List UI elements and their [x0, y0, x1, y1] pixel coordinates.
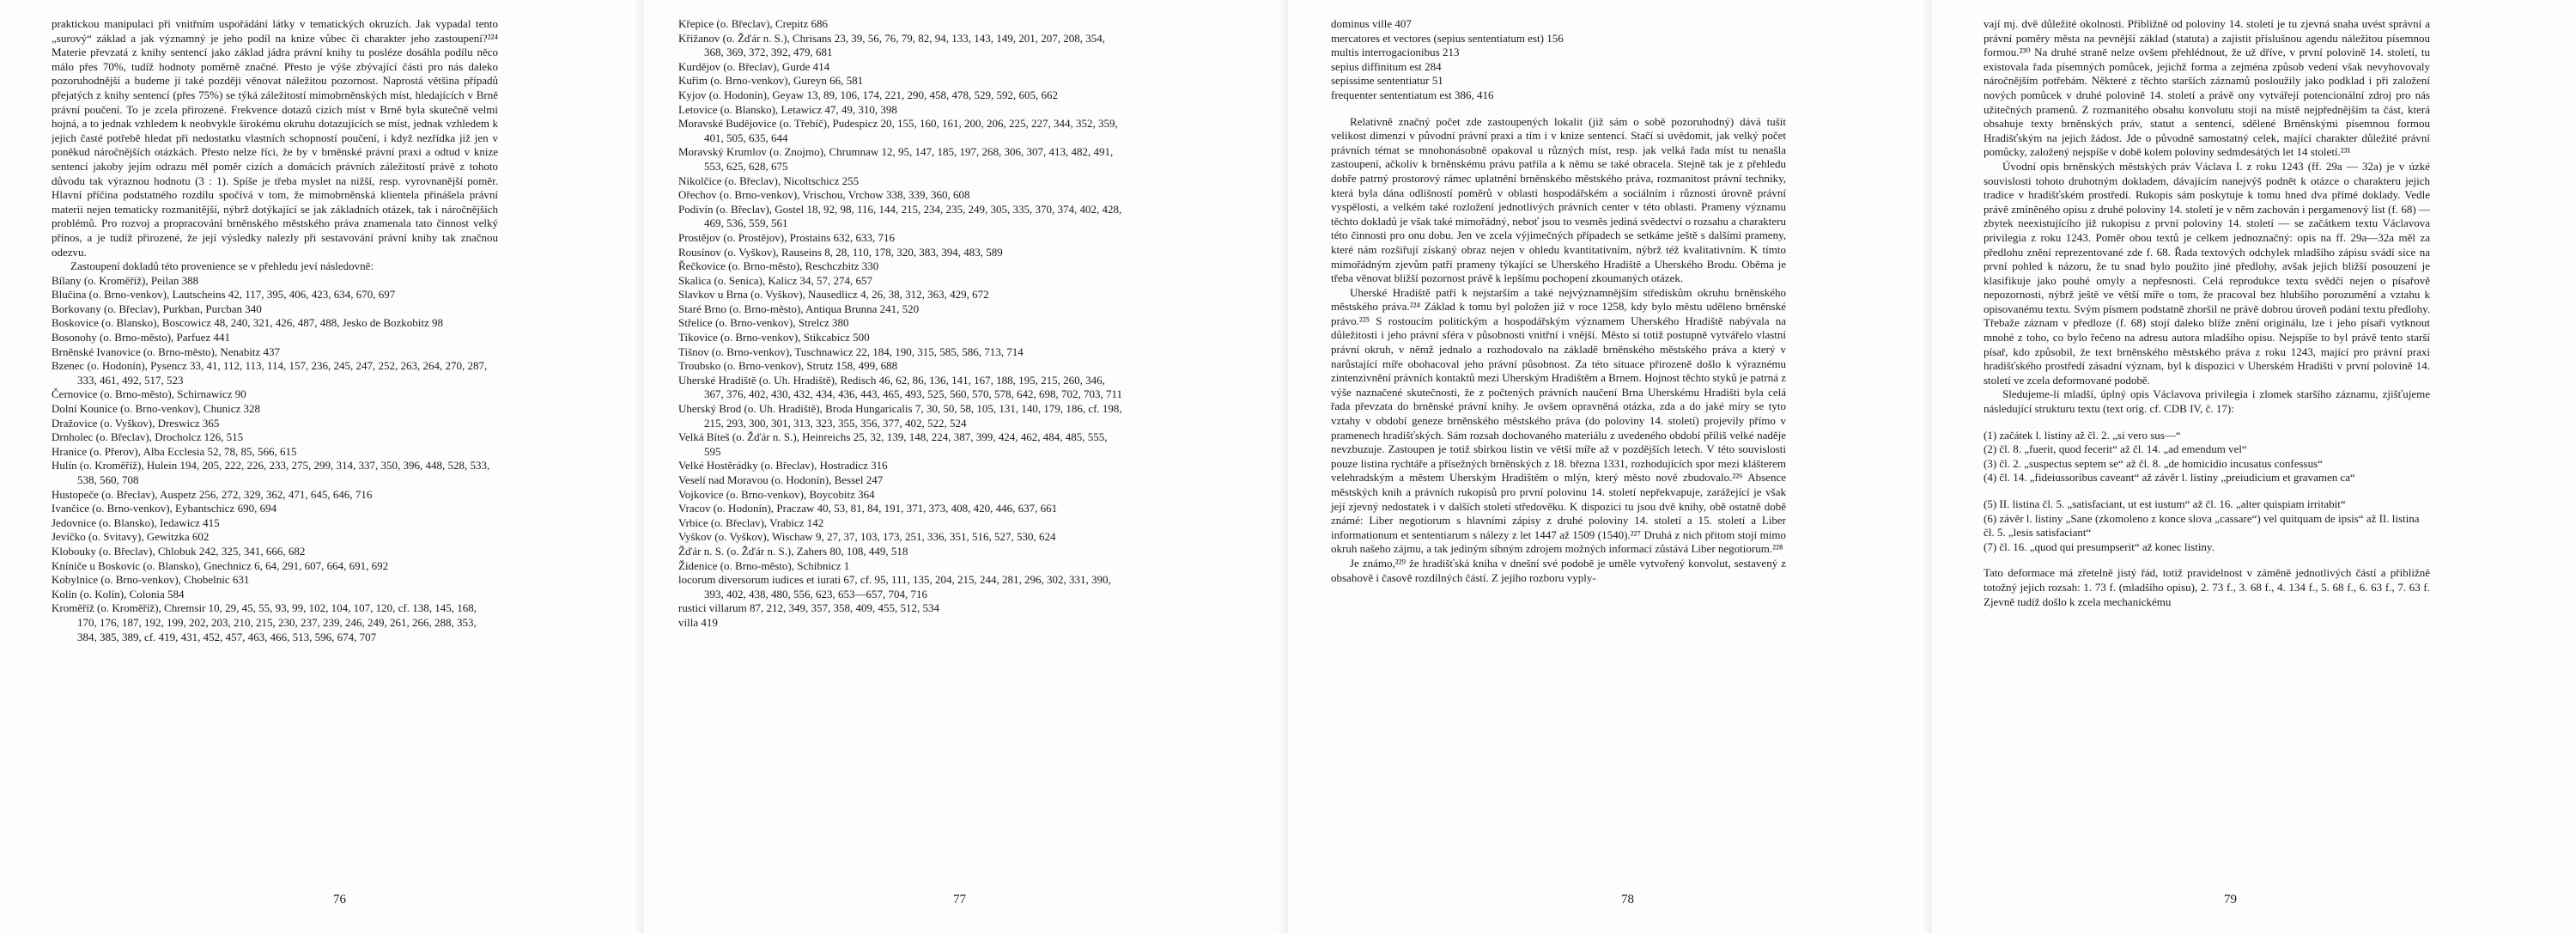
index-entry: Prostějov (o. Prostějov), Prostains 632, 633, 716 — [678, 230, 896, 244]
spacer — [1331, 103, 1786, 115]
index-entry: Tikovice (o. Brno-venkov), Stikcabicz 500 — [678, 331, 870, 345]
index-entry: Brněnské Ivanovice (o. Brno-město), Nenabitz 437 — [52, 345, 281, 358]
index-entry: Dražovice (o. Vyškov), Dreswicz 365 — [52, 416, 220, 430]
index-entry: Rousínov (o. Vyškov), Rauseins 8, 28, 110, 178, 320, 383, 394, 483, 589 — [678, 245, 1003, 259]
page-number: 77 — [953, 893, 966, 906]
paragraph: Zastoupení dokladů této provenience se v přehledu jeví následovně: — [70, 259, 374, 273]
list-item: (1) začátek l. listiny až čl. 2. „si vero sus—“ — [1984, 428, 2181, 442]
index-entry: Ivančice (o. Brno-venkov), Eybantschicz 690, 694 — [52, 502, 277, 515]
paragraph: Uherské Hradiště patří k nejstarším a také nejvýznamnějším střediskům okruhu brněnského městského práva.²²⁴ Základ k tomu byl položen již v roce 1258, kdy bylo městu uděleno brněnské právo.²²⁵ S rostoucím politickým a hospodářským významem Uherského Hradiště nabývala na důležitosti i jeho právní sféra v působnosti vnitřní i vnější. Město si totiž postupně vytvářelo vlastní právní okruh, v němž jednalo a rozhodovalo na základě brněnského městského práva a který v narůstající míře obohacoval jeho právní působnost. Za této situace přirozeně došlo k výraznému zintenzivnění právních kontaktů mezi Uherským Hradištěm a Brnem. Hojnost těchto styků je patrná z výše naznačené skutečnosti, že z počtených právních naučení Brna Uherskému Hradišti byla celá řada převzata do brněnské právní knihy. Je ovšem opravněná otázka, zda a do jaké míry se tyto vztahy v období geneze brněnského městského práva (do poloviny 14. století) projevily přímo v pramenech hradišťských. Sám rozsah dochovaného materiálu z uvedeného období příliš velké naděje nevzbuzuje. Zastoupen je totiž sbírkou listin ve větší míře až v pozdějších letech. V této souvislosti pouze listina rychtáře a přísežných brněnských z 18. března 1331, rozhodujících spor mezi klášterem velehradským a městem Uherským Hradištěm o mlýn, který město nově zbudovalo.²²⁶ Absence městských knih a právních rukopisů pro první polovinu 14. století nepřekvapuje, zarážející je však její zjevný nedostatek i v dalších století středověku. K dispozici tu jsou dvě knihy, obě ostatně době známé: Liber negotiorum s hlavními zápisy z druhé poloviny 14. století a 15. století a Liber informationum et sententiarum s nálezy z let 1447 až 1509 (1540).²²⁷ Druhá z nich přitom stojí mimo okruh našeho zájmu, a tak jediným síbným zdrojem možných informací zůstává Liber negotiorum.²²⁸ — [1331, 285, 1786, 556]
index-entry: Křepice (o. Břeclav), Crepitz 686 — [678, 17, 828, 30]
page-76-text — [52, 17, 498, 644]
index-entry: mercatores et vectores (sepius sententiatum est) 156 — [1331, 31, 1564, 45]
index-entry: Kuřim (o. Brno-venkov), Gureyn 66, 581 — [678, 74, 864, 88]
index-entry: Dolní Kounice (o. Brno-venkov), Chunicz 328 — [52, 402, 260, 416]
index-entry: Tišnov (o. Brno-venkov), Tuschnawicz 22, 184, 190, 315, 585, 586, 713, 714 — [678, 345, 1024, 358]
paragraph: Je známo,²²⁹ že hradišťská kniha v dnešní své podobě je uměle vytvořený konvolut, sestavený z obsahově i časově rozdílných částí. Z jejího rozboru vyply- — [1331, 556, 1786, 584]
list-item: (5) II. listina čl. 5. „satisfaciant, ut est iustum“ až čl. 16. „alter quispiam irritabit“ — [1984, 497, 2346, 510]
page-number: 76 — [333, 893, 346, 906]
page-79 — [1932, 0, 2576, 933]
index-entry: Velká Bíteš (o. Žďár n. S.), Heinreichs 25, 32, 139, 148, 224, 387, 399, 424, 462, 484, 485, 555, 595 — [678, 430, 1108, 458]
index-entry: Kurdějov (o. Břeclav), Gurde 414 — [678, 59, 830, 73]
page-76 — [0, 0, 644, 933]
index-entry: Hustopeče (o. Břeclav), Auspetz 256, 272, 329, 362, 471, 645, 646, 716 — [52, 487, 373, 501]
index-entry: multis interrogacionibus 213 — [1331, 46, 1460, 59]
index-entry: Podivín (o. Břeclav), Gostel 18, 92, 98, 116, 144, 215, 234, 235, 249, 305, 335, 370, 374, 402, 428, 469, 536, 559, 561 — [678, 202, 1122, 230]
index-entry: Křižanov (o. Žďár n. S.), Chrisans 23, 39, 56, 76, 79, 82, 94, 133, 143, 149, 201, 207, 208, 354, 368, 369, 372, 392, 479, 681 — [678, 31, 1105, 59]
index-entry: sepius diffinitum est 284 — [1331, 59, 1442, 73]
index-entry: Moravský Krumlov (o. Znojmo), Chrumnaw 12, 95, 147, 185, 197, 268, 306, 307, 413, 482, 491, 553, 625, 628, 675 — [678, 145, 1114, 173]
index-entry: Bílany (o. Kroměříž), Peilan 388 — [52, 273, 199, 287]
index-entry: Nikolčice (o. Břeclav), Nicoltschicz 255 — [678, 174, 860, 187]
paragraph: Tato deformace má zřetelně jistý řád, totiž pravidelnost v záměně jednotlivých částí a přibližně totožný jejich rozsah: 1. 73 f. (mladšího opisu), 2. 73 f., 3. 68 f., 4. 134 f., 5. 68 f., 6. 63 f., 7. 63 f. Zjevně tudíž došlo k zcela mechanickému — [1984, 566, 2430, 608]
index-entry: Skalica (o. Senica), Kalicz 34, 57, 274, 657 — [678, 273, 872, 287]
page-77-text — [678, 17, 1125, 631]
index-entry: Kroměříž (o. Kroměříž), Chremsir 10, 29, 45, 55, 93, 99, 102, 104, 107, 120, cf. 138, 145, 168, 170, 176, 187, 192, 199, 202, 203, 210, 215, 230, 237, 239, 246, 249, 261, 266, 288, 353, 384, 385, 389, cf. 419, 431, 452, 457, 463, 466, 513, 596, 674, 707 — [52, 601, 477, 643]
index-entry: Řečkovice (o. Brno-město), Reschczbitz 330 — [678, 259, 879, 273]
index-entry: locorum diversorum iudices et iurati 67, cf. 95, 111, 135, 204, 215, 244, 281, 296, 302, 331, 390, 393, 402, 438, 480, 556, 623, 653—657, 704, 716 — [678, 573, 1111, 601]
index-entry: Slavkov u Brna (o. Vyškov), Nausedlicz 4, 26, 38, 312, 363, 429, 672 — [678, 288, 989, 302]
index-entry: Ořechov (o. Brno-venkov), Vrischou, Vrchow 338, 339, 360, 608 — [678, 188, 970, 202]
index-entry: Kyjov (o. Hodonín), Geyaw 13, 89, 106, 174, 221, 290, 458, 478, 529, 592, 605, 662 — [678, 88, 1058, 101]
index-entry: Vrbice (o. Břeclav), Vrabicz 142 — [678, 515, 824, 529]
page-number: 78 — [1621, 893, 1634, 906]
index-entry: Uherský Brod (o. Uh. Hradiště), Broda Hungaricalis 7, 30, 50, 58, 105, 131, 140, 179, 186, cf. 198, 215, 293, 300, 301, 313, 323, 355, 356, 377, 402, 522, 524 — [678, 402, 1122, 430]
page-77 — [644, 0, 1288, 933]
paragraph: praktickou manipulaci při vnitřním uspořádání látky v tematických okruzích. Jak vypadal tento „surový“ základ a jak významný je jeho podíl na knize vůbec či charakter jeho zastoupení?²²⁴ Materie převzatá z knihy sentencí jako základ jádra právní knihy tu posléze dosáhla podílu něco málo přes 70%, tudíž hodnoty poměrně značné. Přesto je výše zbývající části pro nás daleko pozoruhodnější a budeme jí také později věnovat náležitou pozornost. Naprostá většina případů přejatých z knihy sentencí (přes 75%) se týká záležitostí mimobrněnských míst, hledajících v Brně právní poučení. To je zcela přirozené. Frekvence dotazů cizích míst v Brně byla skutečně velmi hojná, a to jednak vzhledem k neobvykle širokému okruhu dotazujících se míst, jednak vzhledem k jejich časté potřebě hledat při nedostatku vlastních schopností poučení, i když nezřídka již jen v poněkud náročnějších otázkách. Přesto nelze říci, že by v brněnské právní praxi a odtud v knize sentencí jakoby jejím odrazu měl poměr cizích a domácích právních záležitostí právě z tohoto důvodu tak výraznou hodnotu (3 : 1). Spíše je třeba myslet na nižší, resp. vyrovnanější poměr. Hlavní příčina podstatného rozdílu spočívá v tom, že mimobrněnská klientela přinášela právní materii nejen tematicky rozmanitější, nýbrž dotýkající se jak základních otázek, tak i náročnějších problémů. Pro rozvoj a propracování brněnského městského práva znamenala tato činnost velký přínos, a je tudíž přirozené, že její výsledky nalezly při sestavování právní knihy tak značnou odezvu. — [52, 17, 498, 259]
list-item: (7) čl. 16. „quod qui presumpserit“ až konec listiny. — [1984, 540, 2215, 553]
index-entry: Střelice (o. Brno-venkov), Strelcz 380 — [678, 316, 849, 330]
index-entry: Hranice (o. Přerov), Alba Ecclesia 52, 78, 85, 566, 615 — [52, 444, 297, 458]
index-entry: villa 419 — [678, 615, 718, 629]
index-entry: Kníniče u Boskovic (o. Blansko), Gnechnicz 6, 64, 291, 607, 664, 691, 692 — [52, 558, 389, 572]
index-entry: Žďár n. S. (o. Žďár n. S.), Zahers 80, 108, 449, 518 — [678, 544, 908, 558]
index-entry: Uherské Hradiště (o. Uh. Hradiště), Redisch 46, 62, 86, 136, 141, 167, 188, 195, 215, 260, 346, 367, 376, 402, 430, 432, 434, 436, 443, 465, 493, 525, 560, 570, 578, 642, 698, 702, 703, 711 — [678, 373, 1123, 401]
index-entry: Drnholec (o. Břeclav), Drocholcz 126, 515 — [52, 430, 244, 444]
index-entry: Moravské Budějovice (o. Třebíč), Pudespicz 20, 155, 160, 161, 200, 206, 225, 227, 344, 352, 359, 401, 505, 635, 644 — [678, 117, 1118, 144]
index-entry: Bzenec (o. Hodonín), Pysencz 33, 41, 112, 113, 114, 157, 236, 245, 247, 252, 263, 264, 270, 287, 333, 461, 492, 517, 523 — [52, 359, 488, 387]
page-number: 79 — [2224, 893, 2237, 906]
index-entry: Černovice (o. Brno-město), Schirnawicz 90 — [52, 387, 246, 401]
paragraph: Relativně značný počet zde zastoupených lokalit (již sám o sobě pozoruhodný) dává tušit velikost dimenzí v původní právní praxi a tím i v knize sentencí. Stačí si uvědomit, jak velký počet právních témat se mnohonásobně opakoval u různých míst, resp. jak velká řada míst tu nenašla zastoupení, ačkoliv k brněnskému právu patřila a k němu se také obracela. Stejně tak je z přehledu dobře patrný prostorový rámec uplatnění brněnského městského práva, rozmanitost právní techniky, která byla dána odlišností poměrů v oblasti hospodářském a sociálním i různosti úrovně právní vyspělosti, a velkém také rozložení jednotlivých právních center v této oblasti. Prameny významu těchto dokladů je však také mimořádný, neboť jsou to vesměs jediná svědectví o rozsahu a charakteru této činnosti pro onu dobu. Jen ve zcela výjimečných případech se setkáme ještě s dalšími prameny, které nám rozšiřují získaný obraz nejen v ohledu kvantitativním, nýbrž též kvalitativním. K tímto mimořádným zjevům patří prameny týkající se Uherského Hradiště a Uherského Brodu. Oběma je třeba věnovat bližší pozornost právě k lepšímu pochopení zkoumaných otázek. — [1331, 114, 1786, 285]
index-entry: Židenice (o. Brno-město), Schibnicz 1 — [678, 558, 850, 572]
list-item: (3) čl. 2. „suspectus septem se“ až čl. 8. „de homicidio incusatus confessus“ — [1984, 456, 2323, 470]
index-entry: dominus ville 407 — [1331, 17, 1412, 30]
index-entry: Troubsko (o. Brno-venkov), Strutz 158, 499, 688 — [678, 359, 898, 373]
paragraph: Úvodní opis brněnských městských práv Václava I. z roku 1243 (ff. 29a — 32a) je v úzké souvislosti tohoto druhotným dokladem, dávajícím nanejvýš podnět k otázce o charakteru jejich tradice v hradišťském prostředí. Rukopis sám poskytuje k tomu hned dva přímé doklady. Vedle právě zmíněného opisu z druhé poloviny 14. století je v něm zachován i pergamenový list (f. 68) — zbytek neexistujícího již rukopisu z první poloviny 14. století — se začátkem textu Václavova privilegia z roku 1243. Poměr obou textů je celkem jednoznačný: opis na ff. 29a—32a měl za předlohu znění reprezentované zde f. 68. Řada textových odchylek mladšího zápisu svádí sice na první pohled k názoru, že tu snad bylo použito jiné předlohy, avšak jejich bližší posouzení je klasifikuje jako pouhé omyly a nepřesnosti. Celá reprodukce textu svědčí nejen o písařově nepozornosti, nýbrž ještě ve větší míře o tom, že pracoval bez hlubšího porozumění a vztahu k opisovanému textu. Svým písmem podstatně zhoršil ne právě dobrou úroveň podání textu předlohy. Třebaže záznam v předloze (f. 68) stojí daleko blíže znění originálu, lze i jeho písaři vytknout mnohé z toho, co bylo řečeno na adresu autora mladšího opisu. Nejspíše to byl právě tento starší písař, kdo způsobil, že text brněnského městského práva z roku 1243, mající pro právní praxi hradišťského prostředí zásadní význam, byl k dispozici v Uherském Hradišti v první polovině 14. století ve zcela deformované podobě. — [1984, 159, 2430, 387]
spacer — [1984, 485, 2430, 497]
list-item: (4) čl. 14. „fideiussoribus caveant“ až závěr l. listiny „preiudicium et gravamen ca“ — [1984, 471, 2355, 485]
list-item: (6) závěr l. listiny „Sane (zkomoleno z konce slova „cassare“) vel quitquam de ipsis“ až II. listina čl. 5. „lesis satisfaciant“ — [1984, 511, 2420, 540]
page-78 — [1288, 0, 1932, 933]
paragraph: vají mj. dvě důležité okolnosti. Přibližně od poloviny 14. století je tu zjevná snaha uvést správní a právní poměry města na pevnější základ (statuta) a zajistit příslušnou agendu náležitou písemnou formou.²³⁰ Na druhé straně nelze ovšem přehlédnout, že už dříve, v první polovině 14. století, tu existovala řada písemných pomůcek, jejichž forma a zejména způsob vedení však nevyhovovaly náročnějším potřebám. Některé z těchto starších záznamů posloužily jako podklad i při založení nových pomůcek v druhé polovině 14. století a právě ony vytvářejí potencionální zdroj pro nás užitečných pramenů. Z rozmanitého obsahu konvolutu stojí na místě nejpřednějším ta část, která obsahuje texty brněnských práv, statut a sentencí, sdělené Brněnskými písemnou formou Hradišťským na jejich žádost. Jde o původně samostatný celek, mající charakter důležité právní pomůcky, založený nejspíše v době kolem poloviny sedmdesátých let 14 století.²³¹ — [1984, 17, 2430, 159]
index-entry: Vracov (o. Hodonín), Praczaw 40, 53, 81, 84, 191, 371, 373, 408, 420, 446, 637, 661 — [678, 502, 1058, 515]
index-entry: Hulín (o. Kroměříž), Hulein 194, 205, 222, 226, 233, 275, 299, 314, 337, 350, 396, 448, 528, 533, 538, 560, 708 — [52, 459, 490, 486]
index-entry: Vojkovice (o. Brno-venkov), Boycobitz 364 — [678, 487, 875, 501]
index-entry: Klobouky (o. Břeclav), Chlobuk 242, 325, 341, 666, 682 — [52, 544, 306, 558]
list-item: (2) čl. 8. „fuerit, quod fecerit“ až čl. 14. „ad emendum vel“ — [1984, 442, 2247, 456]
index-entry: Jedovnice (o. Blansko), Iedawicz 415 — [52, 515, 220, 529]
spacer — [1984, 417, 2430, 429]
index-entry: Staré Brno (o. Brno-město), Antiqua Brunna 241, 520 — [678, 302, 920, 315]
page-78-text — [1331, 17, 1786, 585]
index-entry: Velké Hostěrádky (o. Břeclav), Hostradicz 316 — [678, 459, 888, 473]
index-entry: sepissime sententiatur 51 — [1331, 74, 1443, 88]
index-entry: Kobylnice (o. Brno-venkov), Chobelnic 631 — [52, 573, 250, 587]
index-entry: Jevíčko (o. Svitavy), Gewitzka 602 — [52, 530, 210, 544]
page-79-text — [1984, 17, 2430, 609]
index-entry: Bosonohy (o. Brno-město), Parfuez 441 — [52, 331, 230, 345]
index-entry: frequenter sententiatum est 386, 416 — [1331, 88, 1494, 101]
index-entry: Boskovice (o. Blansko), Boscowicz 48, 240, 321, 426, 487, 488, Jesko de Bozkobitz 98 — [52, 316, 444, 330]
index-entry: rustici villarum 87, 212, 349, 357, 358, 409, 455, 512, 534 — [678, 601, 940, 615]
index-entry: Kolín (o. Kolín), Colonia 584 — [52, 587, 185, 601]
index-entry: Veselí nad Moravou (o. Hodonín), Bessel 247 — [678, 473, 884, 486]
index-entry: Letovice (o. Blansko), Letawicz 47, 49, 310, 398 — [678, 102, 897, 116]
spacer — [1984, 554, 2430, 566]
paragraph: Sledujeme-li mladší, úplný opis Václavova privilegia i zlomek staršího záznamu, zjišťujeme následující strukturu textu (text orig. cf. CDB IV, č. 17): — [1984, 387, 2430, 416]
index-entry: Blučina (o. Brno-venkov), Lautscheins 42, 117, 395, 406, 423, 634, 670, 697 — [52, 288, 396, 302]
index-entry: Borkovany (o. Břeclav), Purkban, Purcban 340 — [52, 302, 262, 315]
index-entry: Vyškov (o. Vyškov), Wischaw 9, 27, 37, 103, 173, 251, 336, 351, 516, 527, 530, 624 — [678, 530, 1056, 544]
